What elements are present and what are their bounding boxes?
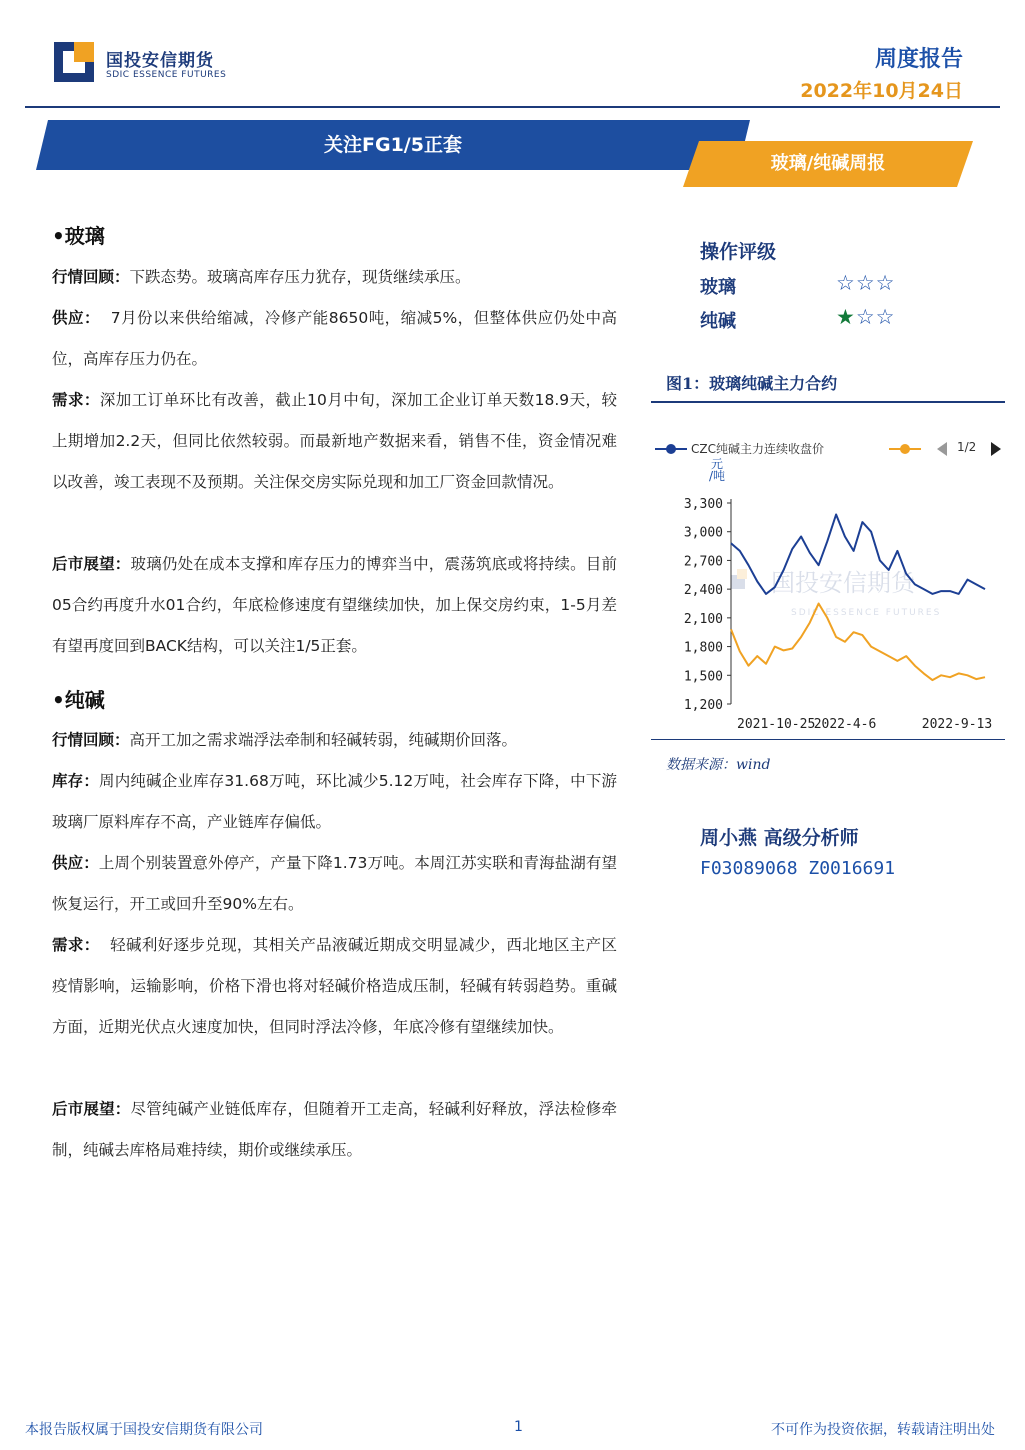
y-axis-unit-label: /吨	[709, 469, 726, 483]
watermark-en: SDIC ESSENCE FUTURES	[791, 608, 942, 618]
watermark-cn: 国投安信期货	[771, 569, 915, 597]
label: 库存：	[52, 772, 100, 790]
rating-label-glass: 玻璃	[700, 277, 736, 298]
data-source: 数据来源：wind	[666, 757, 771, 773]
label: 需求：	[52, 936, 100, 954]
star-empty-icon: ☆	[855, 305, 876, 329]
star-empty-icon: ☆	[875, 305, 896, 329]
label: 后市展望：	[52, 1100, 131, 1118]
soda-inventory	[52, 761, 617, 843]
y-tick-label: 2,700	[683, 554, 723, 570]
y-tick-label: 2,100	[683, 611, 723, 627]
x-tick-label: 2022-4-6	[813, 717, 877, 732]
text: 下跌态势。玻璃高库存压力犹存，现货继续承压。	[129, 268, 471, 286]
logo-mark-icon	[54, 42, 94, 82]
glass-market-review	[52, 257, 617, 298]
legend-label-soda: CZC纯碱主力连续收盘价	[691, 442, 824, 456]
text: 7月份以来供给缩减，冷修产能8650吨，缩减5%，但整体供应仍处中高位，高库存压力仍在。	[52, 309, 617, 368]
label: 供应：	[52, 854, 99, 872]
rating-label-soda: 纯碱	[700, 311, 736, 332]
footer-page-number: 1	[514, 1419, 523, 1435]
label: 供应：	[52, 309, 100, 327]
x-tick-label: 2021-10-25	[737, 717, 816, 732]
soda-supply	[52, 843, 617, 925]
label: 行情回顾：	[52, 268, 130, 286]
rating-title: 操作评级	[700, 241, 777, 263]
y-axis-unit-label: 元	[711, 457, 724, 471]
star-empty-icon: ☆	[855, 271, 876, 295]
star-empty-icon: ☆	[836, 271, 856, 295]
logo-en-text: SDIC ESSENCE FUTURES	[106, 70, 227, 80]
star-rating-soda-icon	[836, 305, 895, 329]
banner-title: 关注FG1/5正套	[324, 134, 462, 156]
footer-copyright: 本报告版权属于国投安信期货有限公司	[25, 1422, 263, 1438]
analyst-name: 周小燕 高级分析师	[700, 827, 859, 849]
label: 需求：	[52, 391, 100, 409]
figure-top-rule	[651, 401, 1005, 403]
soda-market-review	[52, 720, 617, 761]
logo-cn-text: 国投安信期货	[106, 51, 214, 71]
y-tick-label: 1,500	[683, 669, 723, 685]
header-divider	[25, 106, 1000, 108]
glass-demand	[52, 380, 617, 502]
star-filled-icon: ★	[836, 305, 856, 329]
analyst-license-ids: F03089068 Z0016691	[700, 858, 896, 879]
price-line-chart	[651, 455, 1005, 735]
section-title-glass: •玻璃	[52, 224, 105, 248]
soda-demand	[52, 925, 617, 1047]
text: 高开工加之需求端浮法牵制和轻碱转弱，纯碱期价回落。	[129, 731, 518, 749]
company-logo	[54, 42, 234, 88]
report-date: 2022年10月24日	[800, 80, 963, 102]
banner-subtitle: 玻璃/纯碱周报	[770, 153, 886, 174]
y-tick-label: 1,200	[683, 698, 723, 713]
text: 轻碱利好逐步兑现，其相关产品液碱近期成交明显减少，西北地区主产区疫情影响，运输影响，价格下滑也将对轻碱价格造成压制，轻碱有转弱趋势。重碱方面，近期光伏点火速度加快，但同时浮法冷修，年底冷修有望继续加快。	[52, 936, 617, 1036]
y-tick-label: 2,400	[683, 583, 723, 599]
y-tick-label: 1,800	[683, 640, 723, 656]
figure-bottom-rule	[651, 739, 1005, 740]
report-type: 周度报告	[874, 47, 963, 72]
star-empty-icon: ☆	[875, 271, 896, 295]
chart-watermark	[731, 569, 941, 618]
rating-row-soda	[700, 307, 910, 335]
text: 周内纯碱企业库存31.68万吨，环比减少5.12万吨，社会库存下降，中下游玻璃厂原料库存不高，产业链库存偏低。	[52, 772, 617, 831]
glass-outlook	[52, 544, 617, 666]
label: 后市展望：	[52, 555, 131, 573]
x-tick-label: 2022-9-13	[921, 717, 993, 732]
footer-disclaimer: 不可作为投资依据，转载请注明出处	[771, 1422, 995, 1438]
rating-row-glass	[700, 273, 910, 301]
text: 尽管纯碱产业链低库存，但随着开工走高，轻碱利好释放，浮法检修牵制，纯碱去库格局难持续，期价或继续承压。	[52, 1100, 617, 1159]
watermark-mark-accent-icon	[737, 569, 747, 579]
y-tick-label: 3,300	[683, 497, 723, 512]
soda-outlook	[52, 1089, 617, 1171]
star-rating-glass-icon	[836, 271, 895, 295]
section-title-soda: •纯碱	[52, 688, 105, 712]
y-tick-label: 3,000	[683, 525, 723, 541]
label: 行情回顾：	[52, 731, 130, 749]
legend-pager: 1/2	[957, 440, 977, 454]
text: 深加工订单环比有改善，截止10月中旬，深加工企业订单天数18.9天，较上期增加2.2天，但同比依然较弱。而最新地产数据来看，销售不佳，资金情况难以改善，竣工表现不及预期。关注保交房实际兑现和加工厂资金回款情况。	[52, 391, 617, 491]
figure-title: 图1：玻璃纯碱主力合约	[666, 374, 838, 393]
glass-supply	[52, 298, 617, 380]
text: 上周个别装置意外停产，产量下降1.73万吨。本周江苏实联和青海盐湖有望恢复运行，开工或回升至90%左右。	[52, 854, 617, 913]
text: 玻璃仍处在成本支撑和库存压力的博弈当中，震荡筑底或将持续。目前05合约再度升水01合约，年底检修速度有望继续加快，加上保交房约束，1-5月差有望再度回到BACK结构，可以关注1/5正套。	[52, 555, 617, 655]
